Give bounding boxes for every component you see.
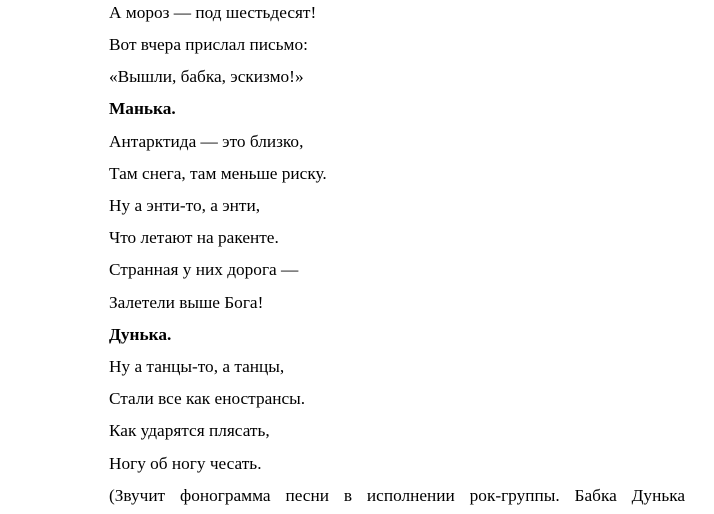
speaker-name: Манька. — [109, 99, 176, 118]
speaker-name: Дунька. — [109, 325, 172, 344]
verse-line: Что летают на ракенте. — [109, 228, 279, 247]
verse-line: Ну а энти-то, а энти, — [109, 196, 261, 215]
verse-line: Залетели выше Бога! — [109, 293, 264, 312]
verse-line: Ну а танцы-то, а танцы, — [109, 357, 285, 376]
verse-line: Там снега, там меньше риску. — [109, 164, 327, 183]
verse-line: Как ударятся плясать, — [109, 421, 270, 440]
verse-line: Странная у них дорога — — [109, 260, 299, 279]
verse-line: «Вышли, бабка, эскизмо!» — [109, 67, 304, 86]
verse-line: А мороз — под шестьдесят! — [109, 3, 317, 22]
verse-line: Антарктида — это близко, — [109, 132, 304, 151]
verse-line: Вот вчера прислал письмо: — [109, 35, 308, 54]
verse-line: Стали все как енострансы. — [109, 389, 306, 408]
verse-line: Ногу об ногу чесать. — [109, 454, 262, 473]
stage-direction: (Звучит фонограмма песни в исполнении рок-группы. Бабка Дунька — [109, 486, 685, 505]
